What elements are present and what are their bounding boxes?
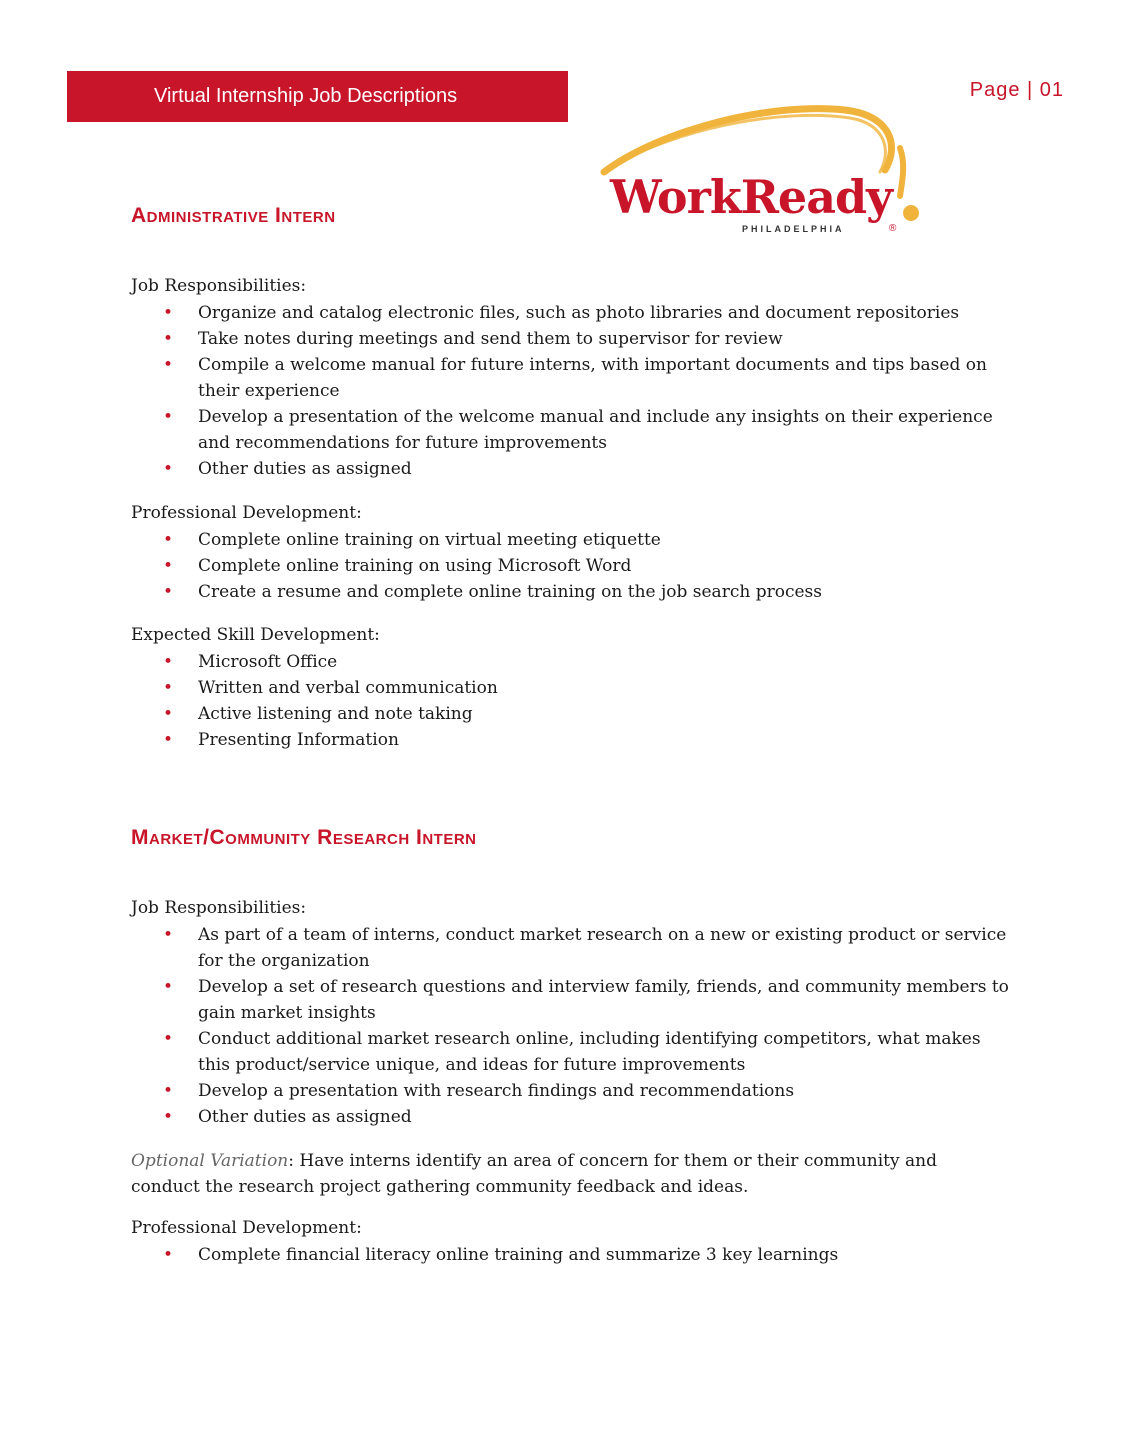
bullet-icon: • (163, 1029, 174, 1049)
admin-skill-list (0, 649, 1010, 753)
bullet-icon: • (163, 556, 174, 576)
bullet-icon: • (163, 459, 174, 479)
market-pd-label: Professional Development: (131, 1218, 362, 1238)
bullet-icon: • (163, 582, 174, 602)
bullet-icon: • (163, 303, 174, 323)
section-title-market-research: Market/Community Research Intern (131, 826, 477, 849)
market-pd-list (0, 1242, 1010, 1268)
bullet-icon: • (163, 678, 174, 698)
market-job-list (0, 922, 1010, 1130)
bullet-icon: • (163, 1081, 174, 1101)
logo-wordmark: WorkReady (610, 170, 892, 224)
bullet-icon: • (163, 355, 174, 375)
list-item: • Other duties as assigned (0, 456, 1010, 482)
list-item: • Organize and catalog electronic files, such as photo libraries and document repositories (0, 300, 1010, 326)
bullet-icon: • (163, 652, 174, 672)
logo-registered-mark: ® (889, 223, 897, 234)
list-item: • Complete online training on virtual meeting etiquette (0, 527, 1010, 553)
market-job-label: Job Responsibilities: (131, 898, 307, 918)
list-item: • Other duties as assigned (0, 1104, 1010, 1130)
list-item: • Compile a welcome manual for future interns, with important documents and tips based on their experience (0, 352, 1010, 404)
logo-subtitle: PHILADELPHIA (742, 224, 845, 234)
bullet-icon: • (163, 925, 174, 945)
list-item: • Complete online training on using Microsoft Word (0, 553, 1010, 579)
bullet-icon: • (163, 329, 174, 349)
document-title: Virtual Internship Job Descriptions (154, 85, 458, 107)
list-item: • Written and verbal communication (0, 675, 1010, 701)
list-item: • Take notes during meetings and send them to supervisor for review (0, 326, 1010, 352)
bullet-icon: • (163, 407, 174, 427)
list-item: • Develop a set of research questions and interview family, friends, and community members to gain market insights (0, 974, 1010, 1026)
bullet-icon: • (163, 1245, 174, 1265)
list-item: • Develop a presentation of the welcome manual and include any insights on their experience and recommendations for future improvements (0, 404, 1010, 456)
optional-variation-label: Optional Variation (131, 1151, 289, 1171)
admin-pd-label: Professional Development: (131, 503, 362, 523)
document-header-banner (67, 71, 568, 122)
list-item: • As part of a team of interns, conduct market research on a new or existing product or service for the organization (0, 922, 1010, 974)
bullet-icon: • (163, 704, 174, 724)
list-item: • Complete financial literacy online training and summarize 3 key learnings (0, 1242, 1010, 1268)
admin-job-label: Job Responsibilities: (131, 276, 307, 296)
bullet-icon: • (163, 530, 174, 550)
list-item: • Create a resume and complete online training on the job search process (0, 579, 1010, 605)
optional-variation-text: : Have interns identify an area of concern for them or their community and conduct the research project gathering community feedback and ideas. (131, 1151, 937, 1197)
workready-logo (600, 100, 930, 240)
list-item: • Develop a presentation with research findings and recommendations (0, 1078, 1010, 1104)
list-item: • Presenting Information (0, 727, 1010, 753)
bullet-icon: • (163, 730, 174, 750)
list-item: • Active listening and note taking (0, 701, 1010, 727)
admin-job-list (0, 300, 1010, 482)
bullet-icon: • (163, 1107, 174, 1127)
section-title-administrative: Administrative Intern (131, 204, 336, 227)
optional-variation-note (131, 1148, 961, 1200)
admin-skill-label: Expected Skill Development: (131, 625, 380, 645)
page-number: Page | 01 (969, 79, 1064, 101)
bullet-icon: • (163, 977, 174, 997)
admin-pd-list (0, 527, 1010, 605)
list-item: • Conduct additional market research online, including identifying competitors, what makes this product/service unique, and ideas for future improvements (0, 1026, 1010, 1078)
list-item: • Microsoft Office (0, 649, 1010, 675)
